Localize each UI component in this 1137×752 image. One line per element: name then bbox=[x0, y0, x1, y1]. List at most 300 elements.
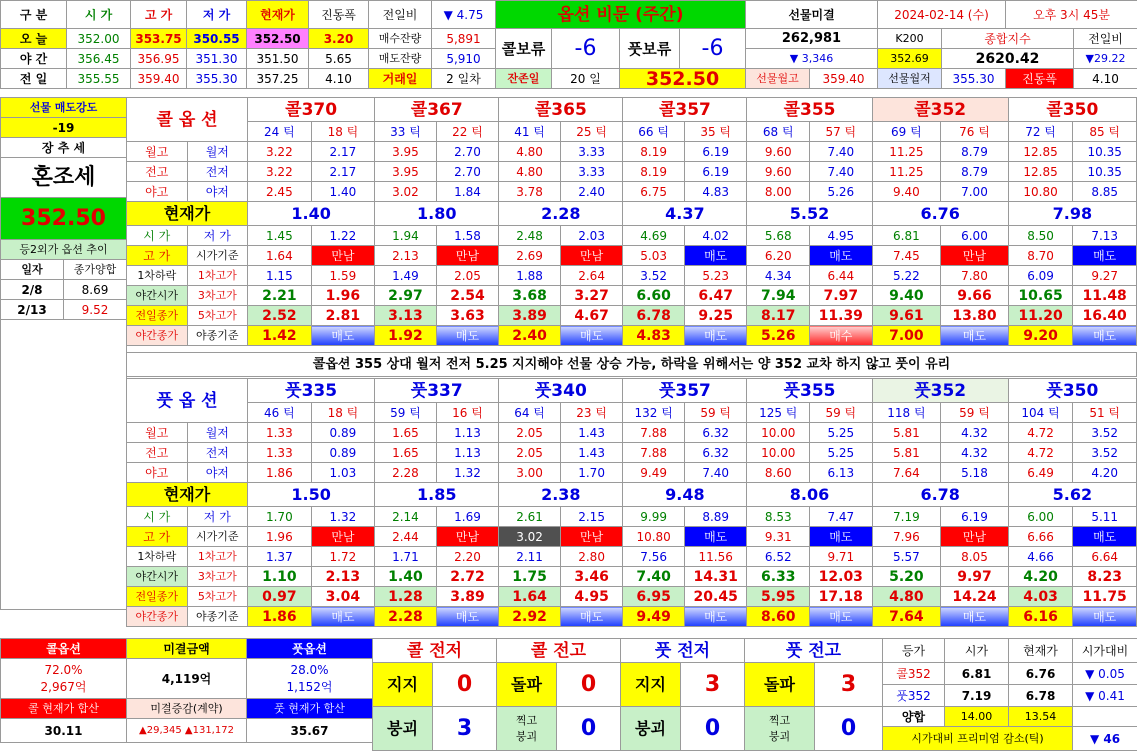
left-empty bbox=[1, 320, 127, 610]
today-high: 353.75 bbox=[131, 29, 187, 49]
cell-d1: 2.11 bbox=[499, 547, 561, 567]
cell-ph: 1.65 bbox=[375, 443, 437, 463]
cell-nl: 8.85 bbox=[1073, 182, 1137, 202]
comment-row bbox=[126, 352, 1137, 377]
cell-night-basis: 매도 bbox=[810, 607, 873, 627]
tick-a: 72 틱 bbox=[1008, 122, 1073, 142]
tick-a: 132 틱 bbox=[623, 403, 685, 423]
col-low: 저 가 bbox=[187, 1, 247, 29]
cell-pl: 1.13 bbox=[436, 443, 499, 463]
cell-mh: 1.33 bbox=[248, 423, 312, 443]
cell-mh: 4.80 bbox=[499, 142, 561, 162]
call-strike-name: 콜365 bbox=[499, 98, 623, 122]
call-strike-name: 콜352 bbox=[872, 98, 1008, 122]
trade-day-label: 거래일 bbox=[369, 69, 432, 89]
cell-signal: 매도 bbox=[684, 527, 747, 547]
cell-pl: 10.35 bbox=[1073, 162, 1137, 182]
call-label: 콜옵션 bbox=[1, 639, 127, 659]
cell-ml: 4.32 bbox=[941, 423, 1009, 443]
tick-b: 59 틱 bbox=[941, 403, 1009, 423]
cell-ns: 2.21 bbox=[248, 286, 312, 306]
eq-label: 등가 bbox=[883, 639, 945, 663]
cell-lo: 4.02 bbox=[684, 226, 747, 246]
h-call-low: 콜 전저 bbox=[373, 639, 497, 663]
cell-pc: 6.95 bbox=[623, 587, 685, 607]
cell-hi: 2.69 bbox=[499, 246, 561, 266]
put-sum: 35.67 bbox=[247, 719, 373, 743]
fut-month-low: 355.30 bbox=[942, 69, 1006, 89]
cell-h3: 14.31 bbox=[684, 567, 747, 587]
cell-pl: 7.40 bbox=[810, 162, 873, 182]
fut-oi-diff: ▼ 3,346 bbox=[746, 49, 878, 69]
tick-a: 46 틱 bbox=[248, 403, 312, 423]
cell-pl: 5.25 bbox=[810, 443, 873, 463]
eq-vs: ▼ 0.41 bbox=[1073, 685, 1137, 707]
cell-night-basis: 매도 bbox=[560, 607, 623, 627]
call-label: 고 가 bbox=[127, 246, 188, 266]
cell-h5: 2.81 bbox=[311, 306, 375, 326]
cell-ns: 1.10 bbox=[248, 567, 312, 587]
call-hold-label: 콜보류 bbox=[496, 29, 552, 69]
cell-nh: 10.80 bbox=[1008, 182, 1073, 202]
cell-nl: 1.84 bbox=[436, 182, 499, 202]
buy-rem-label: 매수잔량 bbox=[369, 29, 432, 49]
cell-hi: 9.31 bbox=[747, 527, 810, 547]
ch-near: 0 bbox=[557, 707, 621, 751]
cell-nh: 3.00 bbox=[499, 463, 561, 483]
collapse-label: 붕괴 bbox=[621, 707, 681, 751]
eq-cur: 6.78 bbox=[1009, 685, 1073, 707]
near-a-label: 찍고 bbox=[515, 713, 538, 727]
cell-nl: 4.83 bbox=[684, 182, 747, 202]
cell-ml: 1.43 bbox=[560, 423, 623, 443]
h-put-low: 풋 전저 bbox=[621, 639, 745, 663]
cell-hi: 7.45 bbox=[872, 246, 941, 266]
cell-h1: 1.72 bbox=[311, 547, 375, 567]
vib: 4.10 bbox=[1074, 69, 1137, 89]
cell-signal: 만남 bbox=[941, 246, 1009, 266]
call-strike-name: 콜350 bbox=[1008, 98, 1136, 122]
cell-op: 6.00 bbox=[1008, 507, 1073, 527]
put-label: 야간종가 bbox=[127, 607, 188, 627]
k200-label: K200 bbox=[878, 29, 942, 49]
eq-cur-label: 현재가 bbox=[1009, 639, 1073, 663]
put-label: 야고 bbox=[127, 463, 188, 483]
cell-pl: 6.19 bbox=[684, 162, 747, 182]
cell-h1: 11.56 bbox=[684, 547, 747, 567]
cell-pl: 2.70 bbox=[436, 162, 499, 182]
cell-lo: 6.19 bbox=[941, 507, 1009, 527]
kospi-label: 종합지수 bbox=[942, 29, 1074, 49]
sell-rem: 5,910 bbox=[432, 49, 496, 69]
cell-signal: 매도 bbox=[810, 246, 873, 266]
cl-collapse: 3 bbox=[433, 707, 497, 751]
cell-signal: 만남 bbox=[560, 246, 623, 266]
cell-d1: 1.49 bbox=[375, 266, 437, 286]
cell-mh: 8.19 bbox=[623, 142, 685, 162]
cell-hi: 8.70 bbox=[1008, 246, 1073, 266]
put-label: 월고 bbox=[127, 423, 188, 443]
cell-night-basis: 매도 bbox=[311, 326, 375, 346]
tick-b: 18 틱 bbox=[311, 403, 375, 423]
cell-pc: 8.17 bbox=[747, 306, 810, 326]
call-label: 월저 bbox=[187, 142, 248, 162]
tick-a: 68 틱 bbox=[747, 122, 810, 142]
put-hold: -6 bbox=[680, 29, 746, 69]
sum-label: 양합 bbox=[883, 707, 945, 727]
tick-b: 51 틱 bbox=[1073, 403, 1137, 423]
cell-h5: 9.25 bbox=[684, 306, 747, 326]
cell-op: 1.70 bbox=[248, 507, 312, 527]
cell-nh: 8.00 bbox=[747, 182, 810, 202]
ph-near: 0 bbox=[815, 707, 883, 751]
kospi: 2620.42 bbox=[942, 49, 1074, 69]
cell-h1: 2.64 bbox=[560, 266, 623, 286]
cell-nc: 4.83 bbox=[623, 326, 685, 346]
prev-open: 355.55 bbox=[67, 69, 131, 89]
col-gubun: 구 분 bbox=[1, 1, 67, 29]
col-range: 진동폭 bbox=[309, 1, 369, 29]
oi-summary bbox=[0, 638, 373, 743]
cell-mh: 5.81 bbox=[872, 423, 941, 443]
prev-range: 4.10 bbox=[309, 69, 369, 89]
cell-pl: 6.32 bbox=[684, 443, 747, 463]
put-label: 1차하락 bbox=[127, 547, 188, 567]
cell-mh: 9.60 bbox=[747, 142, 810, 162]
col-cur: 현재가 bbox=[247, 1, 309, 29]
cell-nc: 7.64 bbox=[872, 607, 941, 627]
cell-lo: 1.58 bbox=[436, 226, 499, 246]
eq-open-label: 시가 bbox=[945, 639, 1009, 663]
tick-a: 66 틱 bbox=[623, 122, 685, 142]
put-label: 3차고가 bbox=[187, 567, 248, 587]
cell-night-basis: 매도 bbox=[1073, 607, 1137, 627]
col-close: 종가양합 bbox=[64, 260, 127, 280]
row-label: 전 일 bbox=[1, 69, 67, 89]
near-a-label: 찍고 bbox=[768, 713, 791, 727]
cell-night-basis: 매도 bbox=[941, 326, 1009, 346]
cell-signal: 만남 bbox=[311, 246, 375, 266]
oi-chg-label: 미결증감(계약) bbox=[127, 699, 247, 719]
cell-nl: 7.00 bbox=[941, 182, 1009, 202]
cell-nl: 1.40 bbox=[311, 182, 375, 202]
cell-h5: 17.18 bbox=[810, 587, 873, 607]
cell-cur: 2.28 bbox=[499, 202, 623, 226]
premium-label: 시가대비 프리미엄 감소(틱) bbox=[883, 727, 1073, 751]
tick-a: 59 틱 bbox=[375, 403, 437, 423]
cell-cur: 9.48 bbox=[623, 483, 747, 507]
call-strike-name: 콜355 bbox=[747, 98, 872, 122]
cell-night-basis: 매도 bbox=[684, 326, 747, 346]
buy-rem: 5,891 bbox=[432, 29, 496, 49]
cell-d1: 1.88 bbox=[499, 266, 561, 286]
put-pct: 28.0% bbox=[290, 662, 329, 677]
cell-pc: 5.95 bbox=[747, 587, 810, 607]
call-label: 1차고가 bbox=[187, 266, 248, 286]
eq-name: 콜352 bbox=[883, 663, 945, 685]
sell-rem-label: 매도잔량 bbox=[369, 49, 432, 69]
cell-lo: 2.15 bbox=[560, 507, 623, 527]
cell-pc: 4.80 bbox=[872, 587, 941, 607]
cell-cur: 5.62 bbox=[1008, 483, 1136, 507]
put-hold-label: 풋보류 bbox=[620, 29, 680, 69]
cell-ph: 9.60 bbox=[747, 162, 810, 182]
cell-nh: 6.75 bbox=[623, 182, 685, 202]
cell-ml: 10.35 bbox=[1073, 142, 1137, 162]
tick-b: 35 틱 bbox=[684, 122, 747, 142]
cell-nc: 1.92 bbox=[375, 326, 437, 346]
put-label: 고 가 bbox=[127, 527, 188, 547]
cell-hi: 6.20 bbox=[747, 246, 810, 266]
cell-hi: 7.96 bbox=[872, 527, 941, 547]
cell-pc: 6.78 bbox=[623, 306, 685, 326]
cell-h5: 3.89 bbox=[436, 587, 499, 607]
cell-h5: 13.80 bbox=[941, 306, 1009, 326]
cell-pc: 2.52 bbox=[248, 306, 312, 326]
cell-d1: 1.15 bbox=[248, 266, 312, 286]
tick-a: 125 틱 bbox=[747, 403, 810, 423]
cell-pl: 4.32 bbox=[941, 443, 1009, 463]
cell-pc: 0.97 bbox=[248, 587, 312, 607]
cell-ml: 6.32 bbox=[684, 423, 747, 443]
cell-op: 2.14 bbox=[375, 507, 437, 527]
tick-b: 18 틱 bbox=[311, 122, 375, 142]
tick-a: 41 틱 bbox=[499, 122, 561, 142]
cell-op: 8.50 bbox=[1008, 226, 1073, 246]
call-strike-name: 콜367 bbox=[375, 98, 499, 122]
cell-h1: 8.05 bbox=[941, 547, 1009, 567]
cell-ml: 3.33 bbox=[560, 142, 623, 162]
cell-op: 6.81 bbox=[872, 226, 941, 246]
cell-pc: 3.89 bbox=[499, 306, 561, 326]
cell-lo: 5.11 bbox=[1073, 507, 1137, 527]
remain-day: 20 일 bbox=[552, 69, 620, 89]
left-cur-price: 352.50 bbox=[1, 198, 127, 240]
cell-d1: 1.37 bbox=[248, 547, 312, 567]
cell-h3: 8.23 bbox=[1073, 567, 1137, 587]
cell-op: 2.48 bbox=[499, 226, 561, 246]
cell-signal: 매도 bbox=[1073, 246, 1137, 266]
cell-ph: 8.19 bbox=[623, 162, 685, 182]
cell-ml: 5.25 bbox=[810, 423, 873, 443]
cell-night-basis: 매도 bbox=[1073, 326, 1137, 346]
cell-nc: 1.86 bbox=[248, 607, 312, 627]
remain-day-label: 잔존일 bbox=[496, 69, 552, 89]
cell-h3: 2.54 bbox=[436, 286, 499, 306]
cell-ml: 2.70 bbox=[436, 142, 499, 162]
col-open: 시 가 bbox=[67, 1, 131, 29]
eq-cur: 6.76 bbox=[1009, 663, 1073, 685]
trend-date: 2/13 bbox=[1, 300, 64, 320]
cell-night-basis: 매도 bbox=[311, 607, 375, 627]
cell-op: 8.53 bbox=[747, 507, 810, 527]
put-amt: 1,152억 bbox=[286, 679, 333, 694]
cell-mh: 2.05 bbox=[499, 423, 561, 443]
trend-date: 2/8 bbox=[1, 280, 64, 300]
cell-mh: 3.95 bbox=[375, 142, 437, 162]
cell-nh: 1.86 bbox=[248, 463, 312, 483]
cell-ph: 5.81 bbox=[872, 443, 941, 463]
cell-h1: 9.27 bbox=[1073, 266, 1137, 286]
cell-ns: 5.20 bbox=[872, 567, 941, 587]
today-cur: 352.50 bbox=[247, 29, 309, 49]
eq-vs-label: 시가대비 bbox=[1073, 639, 1137, 663]
cell-pl: 3.52 bbox=[1073, 443, 1137, 463]
call-label: 야종기준 bbox=[187, 326, 248, 346]
call-label: 야저 bbox=[187, 182, 248, 202]
call-label: 시가기준 bbox=[187, 246, 248, 266]
cell-ns: 9.40 bbox=[872, 286, 941, 306]
cell-ns: 6.60 bbox=[623, 286, 685, 306]
oi-label: 미결금액 bbox=[127, 639, 247, 659]
tick-a: 24 틱 bbox=[248, 122, 312, 142]
col-date: 일자 bbox=[1, 260, 64, 280]
cell-mh: 7.88 bbox=[623, 423, 685, 443]
cell-nc: 8.60 bbox=[747, 607, 810, 627]
fut-month-low-label: 선물월저 bbox=[878, 69, 942, 89]
cell-h1: 6.64 bbox=[1073, 547, 1137, 567]
row-label: 야 간 bbox=[1, 49, 67, 69]
cell-lo: 1.22 bbox=[311, 226, 375, 246]
cell-night-basis: 매도 bbox=[941, 607, 1009, 627]
trade-day: 2 일차 bbox=[432, 69, 496, 89]
tick-b: 23 틱 bbox=[560, 403, 623, 423]
cell-signal: 매도 bbox=[1073, 527, 1137, 547]
cell-h3: 11.48 bbox=[1073, 286, 1137, 306]
cell-op: 2.61 bbox=[499, 507, 561, 527]
today-open: 352.00 bbox=[67, 29, 131, 49]
cell-hi: 3.02 bbox=[499, 527, 561, 547]
oi-chg-a: ▲29,345 bbox=[139, 724, 182, 736]
cell-ns: 2.97 bbox=[375, 286, 437, 306]
fut-oi: 262,981 bbox=[746, 29, 878, 49]
cell-op: 7.19 bbox=[872, 507, 941, 527]
cell-nh: 8.60 bbox=[747, 463, 810, 483]
cell-h3: 9.66 bbox=[941, 286, 1009, 306]
cell-cur: 1.80 bbox=[375, 202, 499, 226]
call-strike-name: 콜370 bbox=[248, 98, 375, 122]
cell-h5: 20.45 bbox=[684, 587, 747, 607]
cell-ns: 7.94 bbox=[747, 286, 810, 306]
cell-cur: 6.76 bbox=[872, 202, 1008, 226]
cell-signal: 만남 bbox=[560, 527, 623, 547]
cell-h1: 2.80 bbox=[560, 547, 623, 567]
sum-open: 14.00 bbox=[945, 707, 1009, 727]
oi-chg-b: ▲131,172 bbox=[184, 724, 234, 736]
cell-nh: 6.49 bbox=[1008, 463, 1073, 483]
call-label: 전고 bbox=[127, 162, 188, 182]
cell-hi: 5.03 bbox=[623, 246, 685, 266]
eq-vs: ▼ 0.05 bbox=[1073, 663, 1137, 685]
call-label: 5차고가 bbox=[187, 306, 248, 326]
cell-ml: 8.79 bbox=[941, 142, 1009, 162]
cell-signal: 만남 bbox=[436, 246, 499, 266]
cell-lo: 6.00 bbox=[941, 226, 1009, 246]
night-range: 5.65 bbox=[309, 49, 369, 69]
cell-h5: 4.95 bbox=[560, 587, 623, 607]
put-label: 월저 bbox=[187, 423, 248, 443]
cell-h3: 1.96 bbox=[311, 286, 375, 306]
cell-pl: 2.17 bbox=[311, 162, 375, 182]
cell-nc: 2.40 bbox=[499, 326, 561, 346]
tick-b: 76 틱 bbox=[941, 122, 1009, 142]
cell-pc: 11.20 bbox=[1008, 306, 1073, 326]
cell-cur: 4.37 bbox=[623, 202, 747, 226]
call-label: 전일종가 bbox=[127, 306, 188, 326]
cell-d1: 6.09 bbox=[1008, 266, 1073, 286]
cell-nl: 1.03 bbox=[311, 463, 375, 483]
night-high: 356.95 bbox=[131, 49, 187, 69]
cell-ph: 2.05 bbox=[499, 443, 561, 463]
put-strike-name: 풋357 bbox=[623, 379, 747, 403]
tick-b: 16 틱 bbox=[436, 403, 499, 423]
cell-pc: 1.28 bbox=[375, 587, 437, 607]
cell-signal: 매도 bbox=[810, 527, 873, 547]
cell-nh: 2.28 bbox=[375, 463, 437, 483]
cell-nl: 1.70 bbox=[560, 463, 623, 483]
cell-signal: 만남 bbox=[311, 527, 375, 547]
sum-cur: 13.54 bbox=[1009, 707, 1073, 727]
date: 2024-02-14 (수) bbox=[878, 1, 1006, 29]
call-label: 3차고가 bbox=[187, 286, 248, 306]
cell-lo: 2.03 bbox=[560, 226, 623, 246]
cell-op: 9.99 bbox=[623, 507, 685, 527]
cell-mh: 12.85 bbox=[1008, 142, 1073, 162]
cell-nc: 1.42 bbox=[248, 326, 312, 346]
call-label: 전저 bbox=[187, 162, 248, 182]
cell-night-basis: 매도 bbox=[684, 607, 747, 627]
premium: ▼ 46 bbox=[1073, 727, 1137, 751]
prev-cur: 357.25 bbox=[247, 69, 309, 89]
cell-hi: 1.64 bbox=[248, 246, 312, 266]
cell-night-basis: 매수 bbox=[810, 326, 873, 346]
tick-a: 33 틱 bbox=[375, 122, 437, 142]
cell-ph: 7.88 bbox=[623, 443, 685, 463]
night-cur: 351.50 bbox=[247, 49, 309, 69]
k200: 352.69 bbox=[878, 49, 942, 69]
cell-signal: 매도 bbox=[684, 246, 747, 266]
cell-h3: 6.47 bbox=[684, 286, 747, 306]
cell-nl: 6.13 bbox=[810, 463, 873, 483]
cell-h3: 12.03 bbox=[810, 567, 873, 587]
tick-b: 22 틱 bbox=[436, 122, 499, 142]
tick-b: 85 틱 bbox=[1073, 122, 1137, 142]
cell-op: 5.68 bbox=[747, 226, 810, 246]
cell-h1: 5.23 bbox=[684, 266, 747, 286]
cell-nc: 2.28 bbox=[375, 607, 437, 627]
cell-hi: 6.66 bbox=[1008, 527, 1073, 547]
big-cur-price: 352.50 bbox=[620, 69, 746, 89]
support-label: 지지 bbox=[373, 663, 433, 707]
cell-nc: 2.92 bbox=[499, 607, 561, 627]
cell-ml: 7.40 bbox=[810, 142, 873, 162]
put-label: 1차고가 bbox=[187, 547, 248, 567]
night-low: 351.30 bbox=[187, 49, 247, 69]
tick-b: 57 틱 bbox=[810, 122, 873, 142]
cell-d1: 6.52 bbox=[747, 547, 810, 567]
tick-a: 104 틱 bbox=[1008, 403, 1073, 423]
cell-signal: 만남 bbox=[436, 527, 499, 547]
cell-nl: 7.40 bbox=[684, 463, 747, 483]
cell-d1: 3.52 bbox=[623, 266, 685, 286]
cell-h5: 4.67 bbox=[560, 306, 623, 326]
put-strike-name: 풋350 bbox=[1008, 379, 1136, 403]
cell-h1: 7.80 bbox=[941, 266, 1009, 286]
night-open: 356.45 bbox=[67, 49, 131, 69]
cell-hi: 1.96 bbox=[248, 527, 312, 547]
put-strike-name: 풋340 bbox=[499, 379, 623, 403]
put-sum-label: 풋 현재가 합산 bbox=[247, 699, 373, 719]
